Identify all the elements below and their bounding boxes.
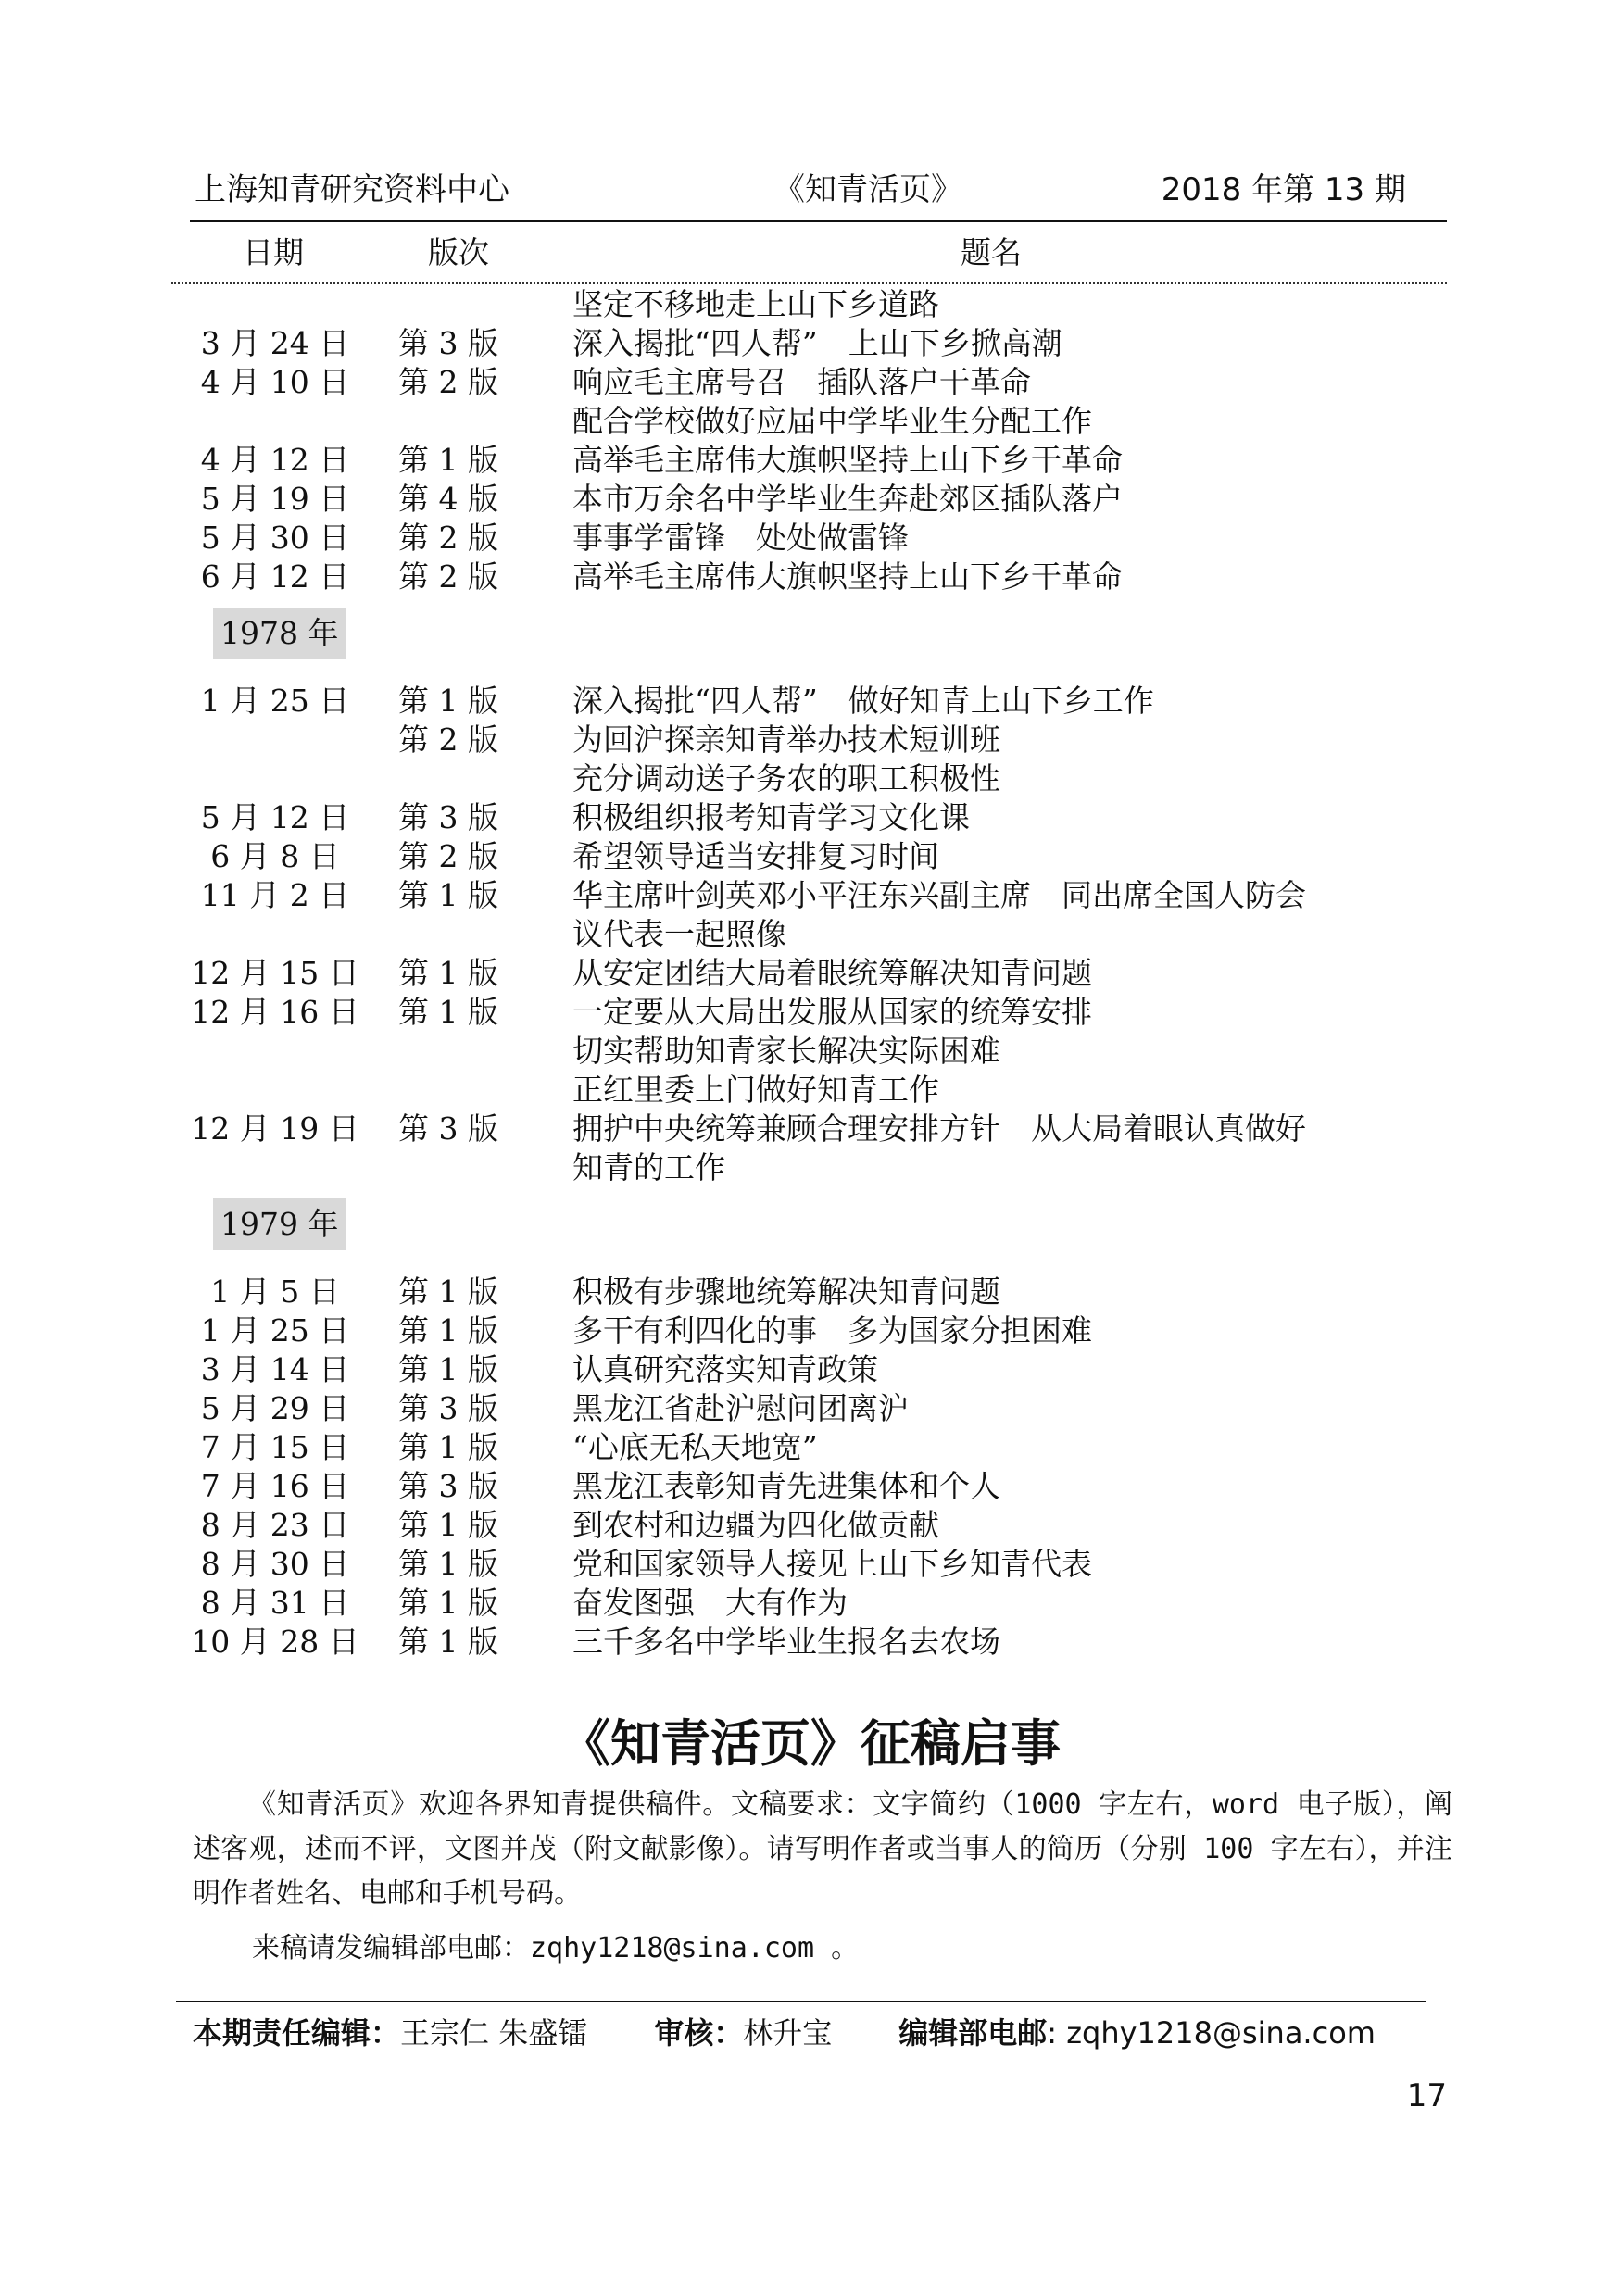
listing-edition: 第 1 版 — [398, 1312, 498, 1349]
listing-title: 知青的工作 — [572, 1149, 725, 1186]
listing-row — [0, 519, 1621, 558]
listing-row — [0, 993, 1621, 1032]
footer-email-label: 编辑部电邮 — [898, 2015, 1048, 2051]
listing-title: 高举毛主席伟大旗帜坚持上山下乡干革命 — [572, 442, 1123, 478]
listing-row — [0, 285, 1621, 324]
listing-title: 党和国家领导人接见上山下乡知青代表 — [572, 1546, 1092, 1582]
footer-email: : zqhy1218@sina.com — [1047, 2015, 1376, 2051]
listing-title: 配合学校做好应届中学毕业生分配工作 — [572, 403, 1092, 439]
listing-date: 12 月 16 日 — [191, 994, 359, 1030]
listing-title: 黑龙江省赴沪慰问团离沪 — [572, 1390, 909, 1426]
listing-row — [0, 480, 1621, 519]
listing-date: 7 月 16 日 — [200, 1468, 350, 1504]
listing-edition: 第 4 版 — [398, 481, 498, 517]
listing-edition: 第 2 版 — [398, 721, 498, 758]
listing-date: 6 月 12 日 — [200, 558, 350, 595]
listing-edition: 第 1 版 — [398, 1351, 498, 1387]
footer-reviewer: 林升宝 — [743, 2015, 833, 2051]
footer-credits — [193, 2010, 1376, 2056]
page-number: 17 — [1406, 2077, 1447, 2114]
listing-date: 11 月 2 日 — [200, 877, 350, 913]
listing-date: 3 月 14 日 — [200, 1351, 350, 1387]
footer-editor-label: 本期责任编辑： — [193, 2015, 401, 2051]
listing-edition: 第 1 版 — [398, 955, 498, 991]
listing-title: 响应毛主席号召 插队落户干革命 — [572, 364, 1031, 400]
listing-edition: 第 1 版 — [398, 1429, 498, 1465]
listing-row — [0, 1148, 1621, 1187]
notice-paragraph: 《知青活页》欢迎各界知青提供稿件。文稿要求：文字简约（1000 字左右，word 电子版），阐述客观，述而不评，文图并茂（附文献影像）。请写明作者或当事人的简历（分别 100 字左右），并注明作者姓名、电邮和手机号码。 — [193, 1788, 1452, 1910]
listing-row — [0, 558, 1621, 596]
listing-edition: 第 2 版 — [398, 364, 498, 400]
listing-row — [0, 1428, 1621, 1467]
listing-row — [0, 1584, 1621, 1623]
listing-row — [0, 324, 1621, 363]
listing-row — [0, 721, 1621, 759]
listing-title: “心底无私天地宽” — [572, 1429, 818, 1465]
listing-edition: 第 3 版 — [398, 1468, 498, 1504]
listing-row — [0, 1273, 1621, 1311]
listing-edition: 第 3 版 — [398, 799, 498, 835]
header-issue: 2018 年第 13 期 — [1161, 171, 1406, 208]
notice-body — [193, 1783, 1452, 1916]
listing-edition: 第 3 版 — [398, 1110, 498, 1147]
listing-row — [0, 1623, 1621, 1662]
listing-row — [0, 954, 1621, 993]
listing-date: 8 月 30 日 — [200, 1546, 350, 1582]
column-header-rule — [171, 282, 1447, 284]
listing-row — [0, 441, 1621, 480]
listing-date: 5 月 30 日 — [200, 520, 350, 556]
listing-date: 12 月 15 日 — [191, 955, 359, 991]
listing-date: 10 月 28 日 — [191, 1624, 359, 1660]
listing-edition: 第 1 版 — [398, 877, 498, 913]
listing-row — [0, 1545, 1621, 1584]
listing-title: 从安定团结大局着眼统筹解决知青问题 — [572, 955, 1092, 991]
listing-row — [0, 1389, 1621, 1428]
column-header-title: 题名 — [961, 234, 1022, 270]
listing-edition: 第 1 版 — [398, 683, 498, 719]
footer-editors: 王宗仁 朱盛镭 — [400, 2015, 588, 2051]
listing-row — [0, 363, 1621, 402]
listing-title: 奋发图强 大有作为 — [572, 1585, 848, 1621]
header-publication: 《知青活页》 — [773, 171, 962, 208]
header-rule — [190, 220, 1447, 222]
listing-date: 5 月 29 日 — [200, 1390, 350, 1426]
listing-edition: 第 1 版 — [398, 1507, 498, 1543]
year-heading: 1979 年 — [213, 1198, 346, 1250]
listing-title: 深入揭批“四人帮” 做好知青上山下乡工作 — [572, 683, 1154, 719]
listing-edition: 第 2 版 — [398, 838, 498, 874]
listing-date: 5 月 12 日 — [200, 799, 350, 835]
listing-edition: 第 1 版 — [398, 1585, 498, 1621]
listing-title: 积极组织报考知青学习文化课 — [572, 799, 970, 835]
listing-row — [0, 837, 1621, 876]
listing-row — [0, 682, 1621, 721]
listing-edition: 第 3 版 — [398, 1390, 498, 1426]
listing-edition: 第 1 版 — [398, 442, 498, 478]
listing-date: 4 月 12 日 — [200, 442, 350, 478]
listing-title: 为回沪探亲知青举办技术短训班 — [572, 721, 1000, 758]
listing-title: 充分调动送子务农的职工积极性 — [572, 760, 1000, 797]
listing-edition: 第 1 版 — [398, 1546, 498, 1582]
listing-date: 3 月 24 日 — [200, 325, 350, 361]
header-organization: 上海知青研究资料中心 — [195, 171, 509, 208]
listing-row — [0, 1032, 1621, 1071]
listing-date: 4 月 10 日 — [200, 364, 350, 400]
listing-row — [0, 915, 1621, 954]
year-section — [0, 596, 1621, 682]
listing-title: 坚定不移地走上山下乡道路 — [572, 286, 939, 322]
footer-reviewer-label: 审核： — [654, 2015, 744, 2051]
listing-title: 黑龙江表彰知青先进集体和个人 — [572, 1468, 1000, 1504]
column-header-edition: 版次 — [428, 234, 489, 270]
listing-date: 8 月 23 日 — [200, 1507, 350, 1543]
listing-title: 到农村和边疆为四化做贡献 — [572, 1507, 939, 1543]
listing-title: 拥护中央统筹兼顾合理安排方针 从大局着眼认真做好 — [572, 1110, 1306, 1147]
listing-edition: 第 2 版 — [398, 520, 498, 556]
listing-row — [0, 1506, 1621, 1545]
listing-title: 正红里委上门做好知青工作 — [572, 1072, 939, 1108]
listing-date: 8 月 31 日 — [200, 1585, 350, 1621]
listing-title: 积极有步骤地统筹解决知青问题 — [572, 1273, 1000, 1310]
listing-edition: 第 1 版 — [398, 994, 498, 1030]
listing-row — [0, 798, 1621, 837]
year-heading: 1978 年 — [213, 608, 346, 659]
listing-title: 切实帮助知青家长解决实际困难 — [572, 1033, 1000, 1069]
listing-title: 高举毛主席伟大旗帜坚持上山下乡干革命 — [572, 558, 1123, 595]
notice-title: 《知青活页》征稿启事 — [560, 1714, 1061, 1773]
listing-title: 议代表一起照像 — [572, 916, 786, 952]
listing-row — [0, 1071, 1621, 1110]
listing-date: 7 月 15 日 — [200, 1429, 350, 1465]
listing-edition: 第 1 版 — [398, 1273, 498, 1310]
listing-title: 希望领导适当安排复习时间 — [572, 838, 939, 874]
listing-row — [0, 876, 1621, 915]
listing-title: 深入揭批“四人帮” 上山下乡掀高潮 — [572, 325, 1062, 361]
article-listing — [0, 285, 1621, 1662]
listing-title: 多干有利四化的事 多为国家分担困难 — [572, 1312, 1092, 1349]
listing-date: 5 月 19 日 — [200, 481, 350, 517]
column-header-date: 日期 — [243, 234, 304, 270]
listing-row — [0, 1467, 1621, 1506]
listing-edition: 第 2 版 — [398, 558, 498, 595]
listing-title: 认真研究落实知青政策 — [572, 1351, 878, 1387]
listing-edition: 第 1 版 — [398, 1624, 498, 1660]
listing-date: 1 月 5 日 — [210, 1273, 340, 1310]
listing-date: 12 月 19 日 — [191, 1110, 359, 1147]
listing-row — [0, 1350, 1621, 1389]
year-section — [0, 1187, 1621, 1273]
listing-date: 1 月 25 日 — [200, 1312, 350, 1349]
notice-contact: 来稿请发编辑部电邮：zqhy1218@sina.com 。 — [252, 1932, 860, 1964]
listing-date: 1 月 25 日 — [200, 683, 350, 719]
footer-rule — [176, 2001, 1426, 2002]
listing-row — [0, 402, 1621, 441]
listing-title: 一定要从大局出发服从国家的统筹安排 — [572, 994, 1092, 1030]
listing-row — [0, 1311, 1621, 1350]
listing-title: 华主席叶剑英邓小平汪东兴副主席 同出席全国人防会 — [572, 877, 1306, 913]
listing-row — [0, 1110, 1621, 1148]
listing-row — [0, 759, 1621, 798]
listing-date: 6 月 8 日 — [210, 838, 340, 874]
listing-title: 本市万余名中学毕业生奔赴郊区插队落户 — [572, 481, 1123, 517]
listing-edition: 第 3 版 — [398, 325, 498, 361]
listing-title: 事事学雷锋 处处做雷锋 — [572, 520, 909, 556]
listing-title: 三千多名中学毕业生报名去农场 — [572, 1624, 1000, 1660]
